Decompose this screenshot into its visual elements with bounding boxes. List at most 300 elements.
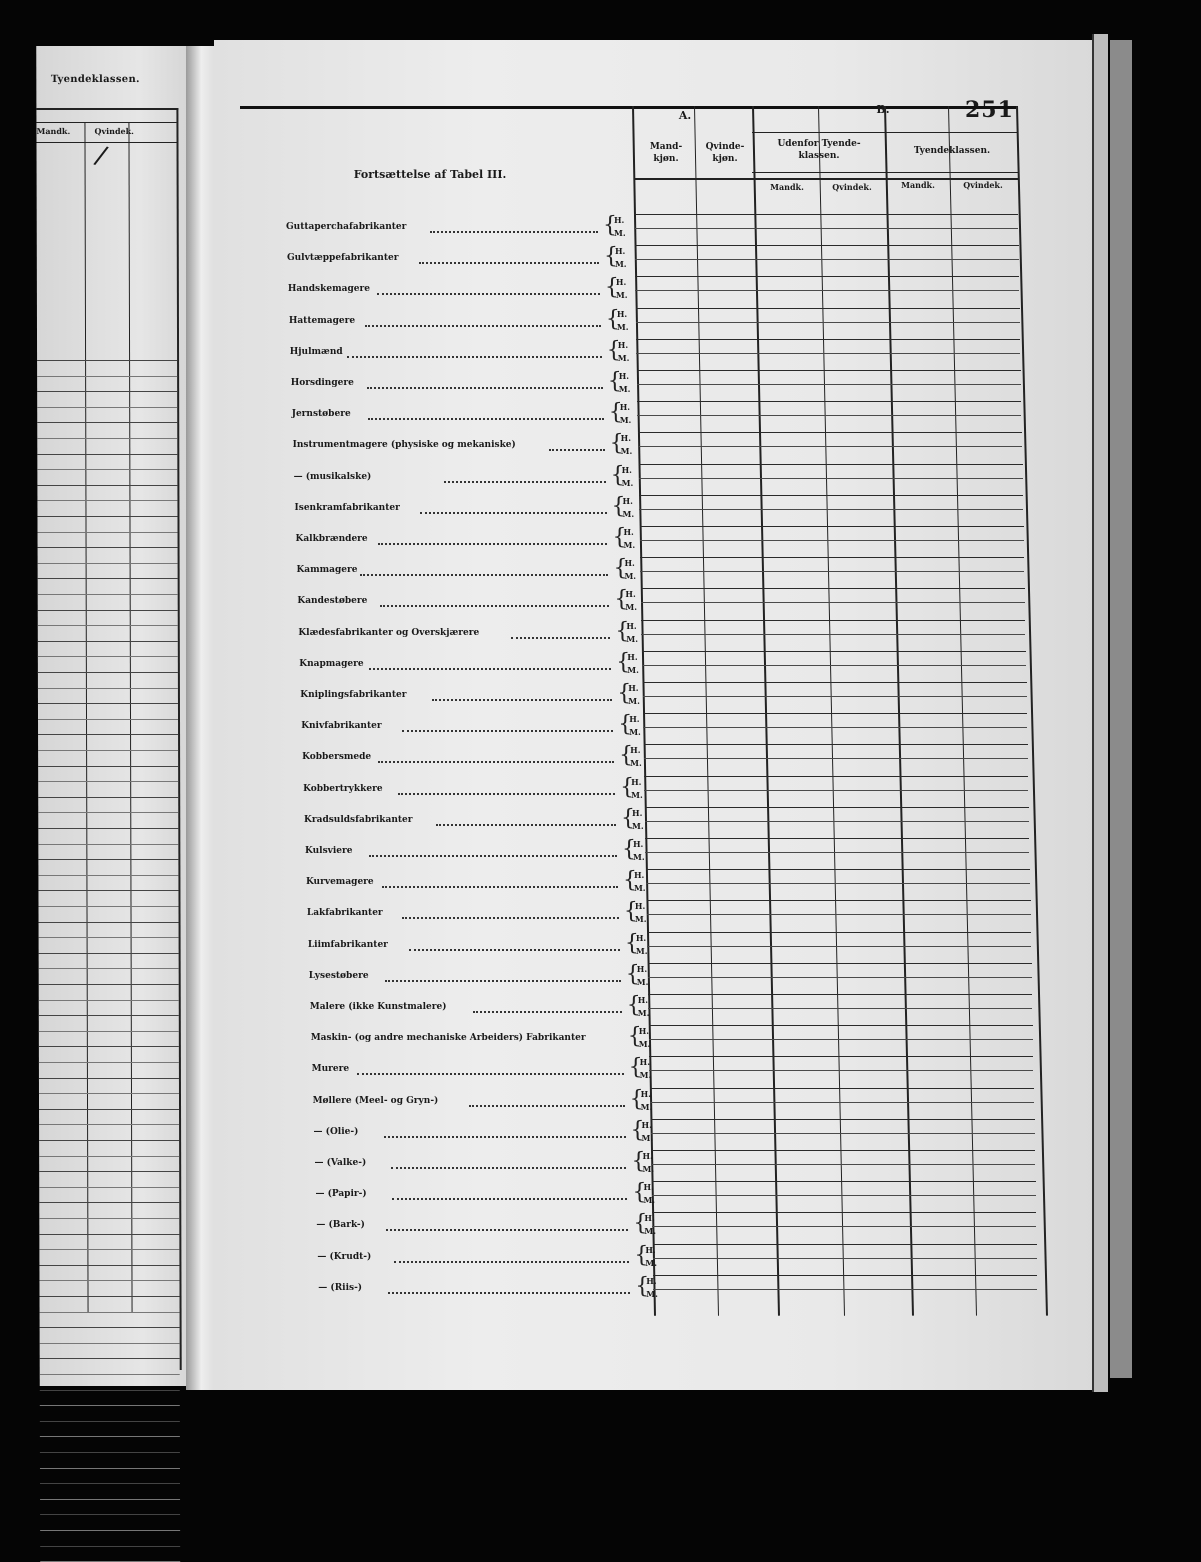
sex-label-m: M. bbox=[615, 290, 628, 301]
sex-label-m: M. bbox=[632, 820, 644, 831]
row-subrule bbox=[647, 914, 1031, 915]
left-row-line bbox=[39, 968, 179, 969]
row-brace: { bbox=[629, 1086, 644, 1112]
sex-label-m: M. bbox=[631, 789, 643, 800]
row-brace: { bbox=[622, 868, 637, 894]
left-col-mandk: Mandk. bbox=[36, 126, 71, 136]
left-row-line bbox=[37, 500, 177, 501]
left-row-line bbox=[40, 1358, 180, 1359]
leader-dots bbox=[444, 481, 605, 483]
row-label: Kurvemagere bbox=[305, 877, 374, 888]
leader-dots bbox=[420, 512, 606, 514]
sex-label-h: H. bbox=[621, 464, 632, 475]
row-subrule bbox=[644, 758, 1028, 759]
row-label: Knapmagere bbox=[299, 658, 364, 669]
leader-dots bbox=[430, 231, 598, 233]
row-brace: { bbox=[623, 899, 638, 925]
sex-label-h: H. bbox=[639, 1057, 650, 1068]
row-rule bbox=[638, 432, 1022, 433]
left-row-line bbox=[40, 1468, 180, 1469]
row-rule bbox=[637, 401, 1021, 402]
row-brace: { bbox=[616, 649, 631, 675]
row-rule bbox=[639, 495, 1023, 496]
page-edge-shadow bbox=[1110, 40, 1132, 1378]
sex-label-m: M. bbox=[633, 883, 646, 894]
row-brace: { bbox=[614, 587, 629, 613]
row-subrule bbox=[649, 1070, 1033, 1071]
sex-label-m: M. bbox=[644, 1226, 657, 1237]
row-brace: { bbox=[630, 1117, 645, 1143]
row-subrule bbox=[651, 1133, 1035, 1134]
left-row-line bbox=[38, 859, 178, 860]
row-subrule bbox=[644, 790, 1028, 791]
row-label: Kradsuldsfabrikanter bbox=[304, 814, 413, 825]
row-label: — (Bark-) bbox=[316, 1220, 365, 1231]
row-brace: { bbox=[622, 837, 636, 862]
left-page-table bbox=[36, 108, 181, 1370]
row-brace: { bbox=[613, 556, 628, 582]
row-subrule bbox=[636, 322, 1020, 323]
sex-label-h: H. bbox=[643, 1182, 654, 1193]
row-rule bbox=[643, 682, 1027, 683]
row-label: Kalkbrændere bbox=[295, 534, 368, 544]
row-subrule bbox=[653, 1289, 1037, 1290]
row-brace: { bbox=[635, 1273, 650, 1299]
row-label: Liimfabrikanter bbox=[307, 939, 388, 950]
row-subrule bbox=[637, 384, 1021, 385]
row-label: Lakfabrikanter bbox=[306, 908, 383, 919]
sex-label-m: M. bbox=[642, 1164, 655, 1174]
left-row-line bbox=[38, 532, 178, 533]
row-rule bbox=[650, 1088, 1034, 1089]
left-row-line bbox=[38, 812, 178, 813]
row-brace: { bbox=[609, 431, 624, 457]
left-row-line bbox=[39, 1109, 179, 1110]
row-brace: { bbox=[633, 1211, 648, 1237]
row-brace: { bbox=[617, 681, 632, 706]
left-header-rule bbox=[36, 122, 176, 123]
left-row-line bbox=[40, 1514, 180, 1515]
table-title: Fortsættelse af Tabel III. bbox=[353, 168, 507, 181]
left-row-line bbox=[39, 1280, 179, 1281]
row-rule bbox=[634, 214, 1018, 215]
leader-dots bbox=[385, 980, 621, 982]
left-row-line bbox=[38, 890, 178, 891]
sex-label-m: M. bbox=[627, 664, 639, 675]
sex-label-m: M. bbox=[640, 1101, 653, 1112]
left-row-line bbox=[40, 1327, 180, 1328]
row-label: Knivfabrikanter bbox=[301, 721, 382, 732]
leader-dots bbox=[402, 730, 613, 732]
row-subrule bbox=[639, 478, 1023, 479]
left-page-title: Tyendeklassen. bbox=[50, 74, 140, 85]
sex-label-m: M. bbox=[630, 758, 642, 769]
row-label: Kobbertrykkere bbox=[303, 783, 383, 794]
row-label: Instrumentmagere (physiske og mekaniske) bbox=[292, 440, 516, 451]
left-row-line bbox=[37, 360, 177, 361]
col-mandkjon: Mand- kjøn. bbox=[649, 142, 683, 164]
row-label: Lysestøbere bbox=[308, 970, 369, 981]
row-brace: { bbox=[605, 306, 620, 332]
left-row-line bbox=[39, 1124, 179, 1125]
row-subrule bbox=[636, 353, 1020, 354]
row-subrule bbox=[640, 571, 1024, 572]
sex-label-h: H. bbox=[636, 963, 648, 974]
row-brace: { bbox=[624, 930, 639, 956]
row-brace: { bbox=[603, 244, 618, 270]
sex-label-m: M. bbox=[619, 415, 632, 426]
sex-label-h: H. bbox=[619, 402, 631, 413]
leader-dots bbox=[360, 574, 608, 576]
row-rule bbox=[643, 713, 1027, 714]
left-col-qvindek: Qvindek. bbox=[94, 126, 134, 136]
left-row-line bbox=[40, 1421, 180, 1422]
leader-dots bbox=[549, 449, 605, 451]
left-row-line bbox=[37, 376, 177, 377]
sex-label-m: M. bbox=[620, 446, 633, 457]
row-label: Kniplingsfabrikanter bbox=[300, 690, 407, 700]
sex-label-m: M. bbox=[643, 1195, 656, 1206]
leader-dots bbox=[386, 1229, 628, 1231]
row-brace: { bbox=[610, 462, 625, 488]
row-rule bbox=[645, 838, 1029, 839]
left-row-line bbox=[39, 1015, 179, 1016]
row-brace: { bbox=[603, 213, 617, 238]
row-brace: { bbox=[619, 743, 634, 769]
left-row-line bbox=[40, 1436, 180, 1437]
leader-dots bbox=[378, 543, 608, 545]
row-brace: { bbox=[604, 275, 619, 301]
left-row-line bbox=[38, 719, 178, 720]
leader-dots bbox=[473, 1011, 622, 1013]
row-rule bbox=[651, 1119, 1035, 1120]
sex-label-m: M. bbox=[624, 571, 637, 582]
row-brace: { bbox=[625, 961, 640, 987]
col-group-udenfor: Udenfor Tyende- klassen. bbox=[777, 139, 861, 161]
left-row-line bbox=[40, 1530, 180, 1531]
sex-label-m: M. bbox=[633, 852, 645, 862]
row-label: Murere bbox=[311, 1064, 350, 1075]
leader-dots bbox=[391, 1167, 627, 1169]
row-brace: { bbox=[606, 337, 621, 363]
left-row-line bbox=[40, 1390, 180, 1391]
row-brace: { bbox=[620, 774, 635, 800]
sex-label-h: H. bbox=[618, 371, 630, 381]
left-row-line bbox=[40, 1374, 180, 1375]
left-row-line bbox=[38, 875, 178, 876]
sex-label-m: M. bbox=[638, 1039, 651, 1050]
leader-dots bbox=[394, 1261, 630, 1263]
row-label: Gulvtæppefabrikanter bbox=[286, 253, 399, 264]
sex-label-m: M. bbox=[621, 477, 634, 488]
row-subrule bbox=[638, 446, 1022, 447]
row-rule bbox=[647, 932, 1031, 933]
sex-label-h: H. bbox=[645, 1244, 656, 1255]
left-row-line bbox=[39, 1171, 179, 1172]
sex-label-h: H. bbox=[641, 1119, 652, 1130]
sex-label-m: M. bbox=[617, 352, 630, 363]
sex-label-h: H. bbox=[633, 839, 644, 849]
left-row-line bbox=[40, 1343, 180, 1344]
left-row-line bbox=[38, 844, 178, 845]
row-brace: { bbox=[608, 400, 623, 426]
leader-dots bbox=[378, 761, 614, 763]
sex-label-h: H. bbox=[630, 745, 641, 756]
left-row-line bbox=[39, 1265, 179, 1266]
row-label: Kandestøbere bbox=[297, 596, 368, 607]
leader-dots bbox=[436, 824, 616, 826]
sex-label-h: H. bbox=[622, 495, 633, 506]
leader-dots bbox=[357, 1073, 624, 1075]
row-rule bbox=[652, 1181, 1036, 1182]
left-row-line bbox=[37, 485, 177, 486]
row-rule bbox=[653, 1275, 1037, 1276]
row-brace: { bbox=[612, 525, 627, 550]
left-row-line bbox=[37, 469, 177, 470]
leader-dots bbox=[377, 293, 600, 295]
row-label: Isenkramfabrikanter bbox=[294, 502, 400, 513]
col-tyende-mandk: Mandk. bbox=[901, 180, 935, 190]
row-subrule bbox=[637, 415, 1021, 416]
leader-dots bbox=[382, 886, 618, 888]
row-subrule bbox=[639, 509, 1023, 510]
section-b-label: B. bbox=[876, 103, 890, 116]
row-label: — (Krudt-) bbox=[317, 1251, 372, 1262]
sex-label-m: M. bbox=[623, 540, 636, 550]
left-row-line bbox=[39, 1218, 179, 1219]
sex-label-h: H. bbox=[614, 215, 625, 225]
left-row-line bbox=[39, 1156, 179, 1157]
row-label: Hattemagere bbox=[288, 315, 356, 326]
leader-dots bbox=[365, 325, 601, 327]
row-rule bbox=[652, 1212, 1036, 1213]
row-rule bbox=[640, 557, 1024, 558]
sex-label-m: M. bbox=[634, 914, 647, 925]
left-row-line bbox=[38, 656, 178, 657]
left-row-line bbox=[39, 937, 179, 938]
row-rule bbox=[645, 807, 1029, 808]
left-row-line bbox=[38, 594, 178, 595]
row-rule bbox=[639, 464, 1023, 465]
row-subrule bbox=[646, 883, 1030, 884]
row-subrule bbox=[640, 540, 1024, 541]
row-rule bbox=[648, 994, 1032, 995]
row-brace: { bbox=[615, 618, 630, 644]
left-row-line bbox=[40, 1312, 180, 1313]
row-subrule bbox=[652, 1195, 1036, 1196]
left-row-line bbox=[39, 1078, 179, 1079]
leader-dots bbox=[380, 605, 610, 607]
header-rule-bottom bbox=[634, 178, 1018, 180]
sex-label-h: H. bbox=[635, 932, 647, 943]
row-rule bbox=[649, 1025, 1033, 1026]
left-row-line bbox=[39, 1000, 179, 1001]
row-brace: { bbox=[621, 805, 636, 831]
sex-label-h: H. bbox=[615, 277, 627, 288]
handwritten-mark: / bbox=[91, 140, 111, 172]
left-row-line bbox=[38, 781, 178, 782]
row-rule bbox=[644, 744, 1028, 745]
row-label: Kobbersmede bbox=[302, 752, 372, 763]
row-brace: { bbox=[631, 1149, 646, 1174]
sex-label-h: H. bbox=[646, 1275, 657, 1286]
leader-dots bbox=[469, 1105, 624, 1107]
row-subrule bbox=[641, 602, 1025, 603]
sex-label-m: M. bbox=[614, 228, 626, 238]
row-label: Guttaperchafabrikanter bbox=[286, 222, 407, 232]
leader-dots bbox=[511, 637, 610, 639]
sex-label-m: M. bbox=[646, 1288, 658, 1299]
row-subrule bbox=[634, 228, 1018, 229]
sex-label-m: M. bbox=[616, 321, 629, 332]
row-subrule bbox=[651, 1164, 1035, 1165]
left-row-line bbox=[38, 750, 178, 751]
row-label: Hjulmænd bbox=[289, 346, 343, 357]
left-row-line bbox=[38, 734, 178, 735]
sex-label-h: H. bbox=[640, 1088, 651, 1099]
sex-label-m: M. bbox=[629, 727, 641, 738]
row-rule bbox=[646, 869, 1030, 870]
sex-label-h: H. bbox=[629, 714, 640, 725]
left-row-line bbox=[38, 672, 178, 673]
sex-label-m: M. bbox=[626, 633, 638, 644]
sex-label-h: H. bbox=[625, 589, 636, 600]
row-label: — (Papir-) bbox=[315, 1189, 367, 1200]
row-brace: { bbox=[627, 1024, 642, 1050]
left-row-line bbox=[38, 641, 178, 642]
left-row-line bbox=[38, 688, 178, 689]
sex-label-m: M. bbox=[645, 1257, 657, 1268]
left-row-line bbox=[37, 391, 177, 392]
left-row-line bbox=[39, 1234, 179, 1235]
col-tyende-qvindek: Qvindek. bbox=[963, 180, 1003, 190]
row-subrule bbox=[648, 1008, 1032, 1009]
leader-dots bbox=[347, 356, 601, 358]
row-brace: { bbox=[611, 493, 626, 519]
row-rule bbox=[648, 963, 1032, 964]
row-rule bbox=[653, 1244, 1037, 1245]
row-rule bbox=[641, 588, 1025, 589]
row-brace: { bbox=[607, 369, 622, 394]
row-subrule bbox=[643, 696, 1027, 697]
sex-label-m: M. bbox=[614, 259, 627, 270]
page-number: 251 bbox=[965, 97, 1014, 123]
sex-label-h: H. bbox=[623, 527, 634, 537]
row-subrule bbox=[650, 1102, 1034, 1103]
row-label: — (Valke-) bbox=[314, 1158, 367, 1168]
header-rule-subcols bbox=[752, 172, 1018, 173]
row-subrule bbox=[652, 1226, 1036, 1227]
left-row-line bbox=[37, 438, 177, 439]
leader-dots bbox=[419, 262, 599, 264]
sex-label-h: H. bbox=[637, 995, 649, 1005]
row-rule bbox=[644, 776, 1028, 777]
left-row-line bbox=[39, 1031, 179, 1032]
sex-label-h: H. bbox=[626, 620, 637, 631]
sex-label-h: H. bbox=[620, 433, 631, 444]
row-brace: { bbox=[632, 1180, 647, 1206]
left-row-line bbox=[38, 625, 178, 626]
row-subrule bbox=[645, 821, 1029, 822]
row-rule bbox=[636, 308, 1020, 309]
row-label: Horsdingere bbox=[290, 378, 354, 388]
sex-label-m: M. bbox=[635, 945, 648, 956]
col-udenfor-qvindek: Qvindek. bbox=[832, 182, 872, 192]
sex-label-h: H. bbox=[616, 308, 628, 319]
row-rule bbox=[647, 900, 1031, 901]
row-label: — (Olie-) bbox=[313, 1126, 359, 1137]
left-row-line bbox=[39, 1140, 179, 1141]
row-subrule bbox=[643, 727, 1027, 728]
sex-label-h: H. bbox=[617, 339, 629, 350]
row-subrule bbox=[645, 852, 1029, 853]
row-rule bbox=[651, 1150, 1035, 1151]
row-label: — (musikalske) bbox=[293, 471, 372, 482]
left-row-line bbox=[38, 906, 178, 907]
sex-label-m: M. bbox=[622, 508, 635, 519]
left-row-line bbox=[39, 1093, 179, 1094]
header-rule-b-group bbox=[752, 132, 1018, 133]
left-row-line bbox=[38, 578, 178, 579]
sex-label-h: H. bbox=[633, 870, 645, 881]
left-row-line bbox=[38, 563, 178, 564]
row-subrule bbox=[641, 634, 1025, 635]
leader-dots bbox=[432, 699, 612, 701]
sex-label-m: M. bbox=[637, 1008, 650, 1018]
sex-label-m: M. bbox=[625, 602, 638, 613]
left-row-line bbox=[39, 984, 179, 985]
left-row-line bbox=[37, 516, 177, 517]
sex-label-h: H. bbox=[644, 1213, 655, 1224]
left-row-line bbox=[37, 422, 177, 423]
row-label: Kulsviere bbox=[305, 846, 353, 856]
row-rule bbox=[636, 339, 1020, 340]
col-group-tyende: Tyendeklassen. bbox=[913, 146, 991, 156]
left-row-line bbox=[37, 454, 177, 455]
sex-label-m: M. bbox=[639, 1070, 652, 1081]
row-subrule bbox=[647, 946, 1031, 947]
leader-dots bbox=[384, 1136, 626, 1138]
row-subrule bbox=[642, 665, 1026, 666]
sex-label-h: H. bbox=[627, 651, 638, 662]
row-brace: { bbox=[626, 993, 641, 1018]
row-rule bbox=[642, 651, 1026, 652]
row-label: Malere (ikke Kunstmalere) bbox=[309, 1002, 447, 1012]
row-rule bbox=[635, 245, 1019, 246]
section-a-label: A. bbox=[678, 109, 692, 122]
row-subrule bbox=[653, 1258, 1037, 1259]
row-label: Handskemagere bbox=[287, 284, 370, 295]
left-row-line bbox=[38, 797, 178, 798]
row-label: — (Riis-) bbox=[318, 1282, 363, 1293]
sex-label-h: H. bbox=[631, 776, 642, 787]
sex-label-h: H. bbox=[638, 1026, 650, 1037]
leader-dots bbox=[369, 668, 611, 670]
row-subrule bbox=[648, 977, 1032, 978]
row-brace: { bbox=[628, 1055, 643, 1081]
row-subrule bbox=[649, 1039, 1033, 1040]
row-label: Maskin- (og andre mechaniske Arbeiders) Fabrikanter bbox=[310, 1033, 586, 1044]
sex-label-h: H. bbox=[614, 246, 626, 257]
left-row-line bbox=[39, 953, 179, 954]
row-rule bbox=[635, 276, 1019, 277]
row-rule bbox=[640, 526, 1024, 527]
row-subrule bbox=[635, 259, 1019, 260]
sex-label-m: M. bbox=[628, 696, 640, 706]
row-label: Jernstøbere bbox=[291, 409, 351, 420]
left-row-line bbox=[39, 1249, 179, 1250]
sex-label-h: H. bbox=[634, 901, 646, 912]
